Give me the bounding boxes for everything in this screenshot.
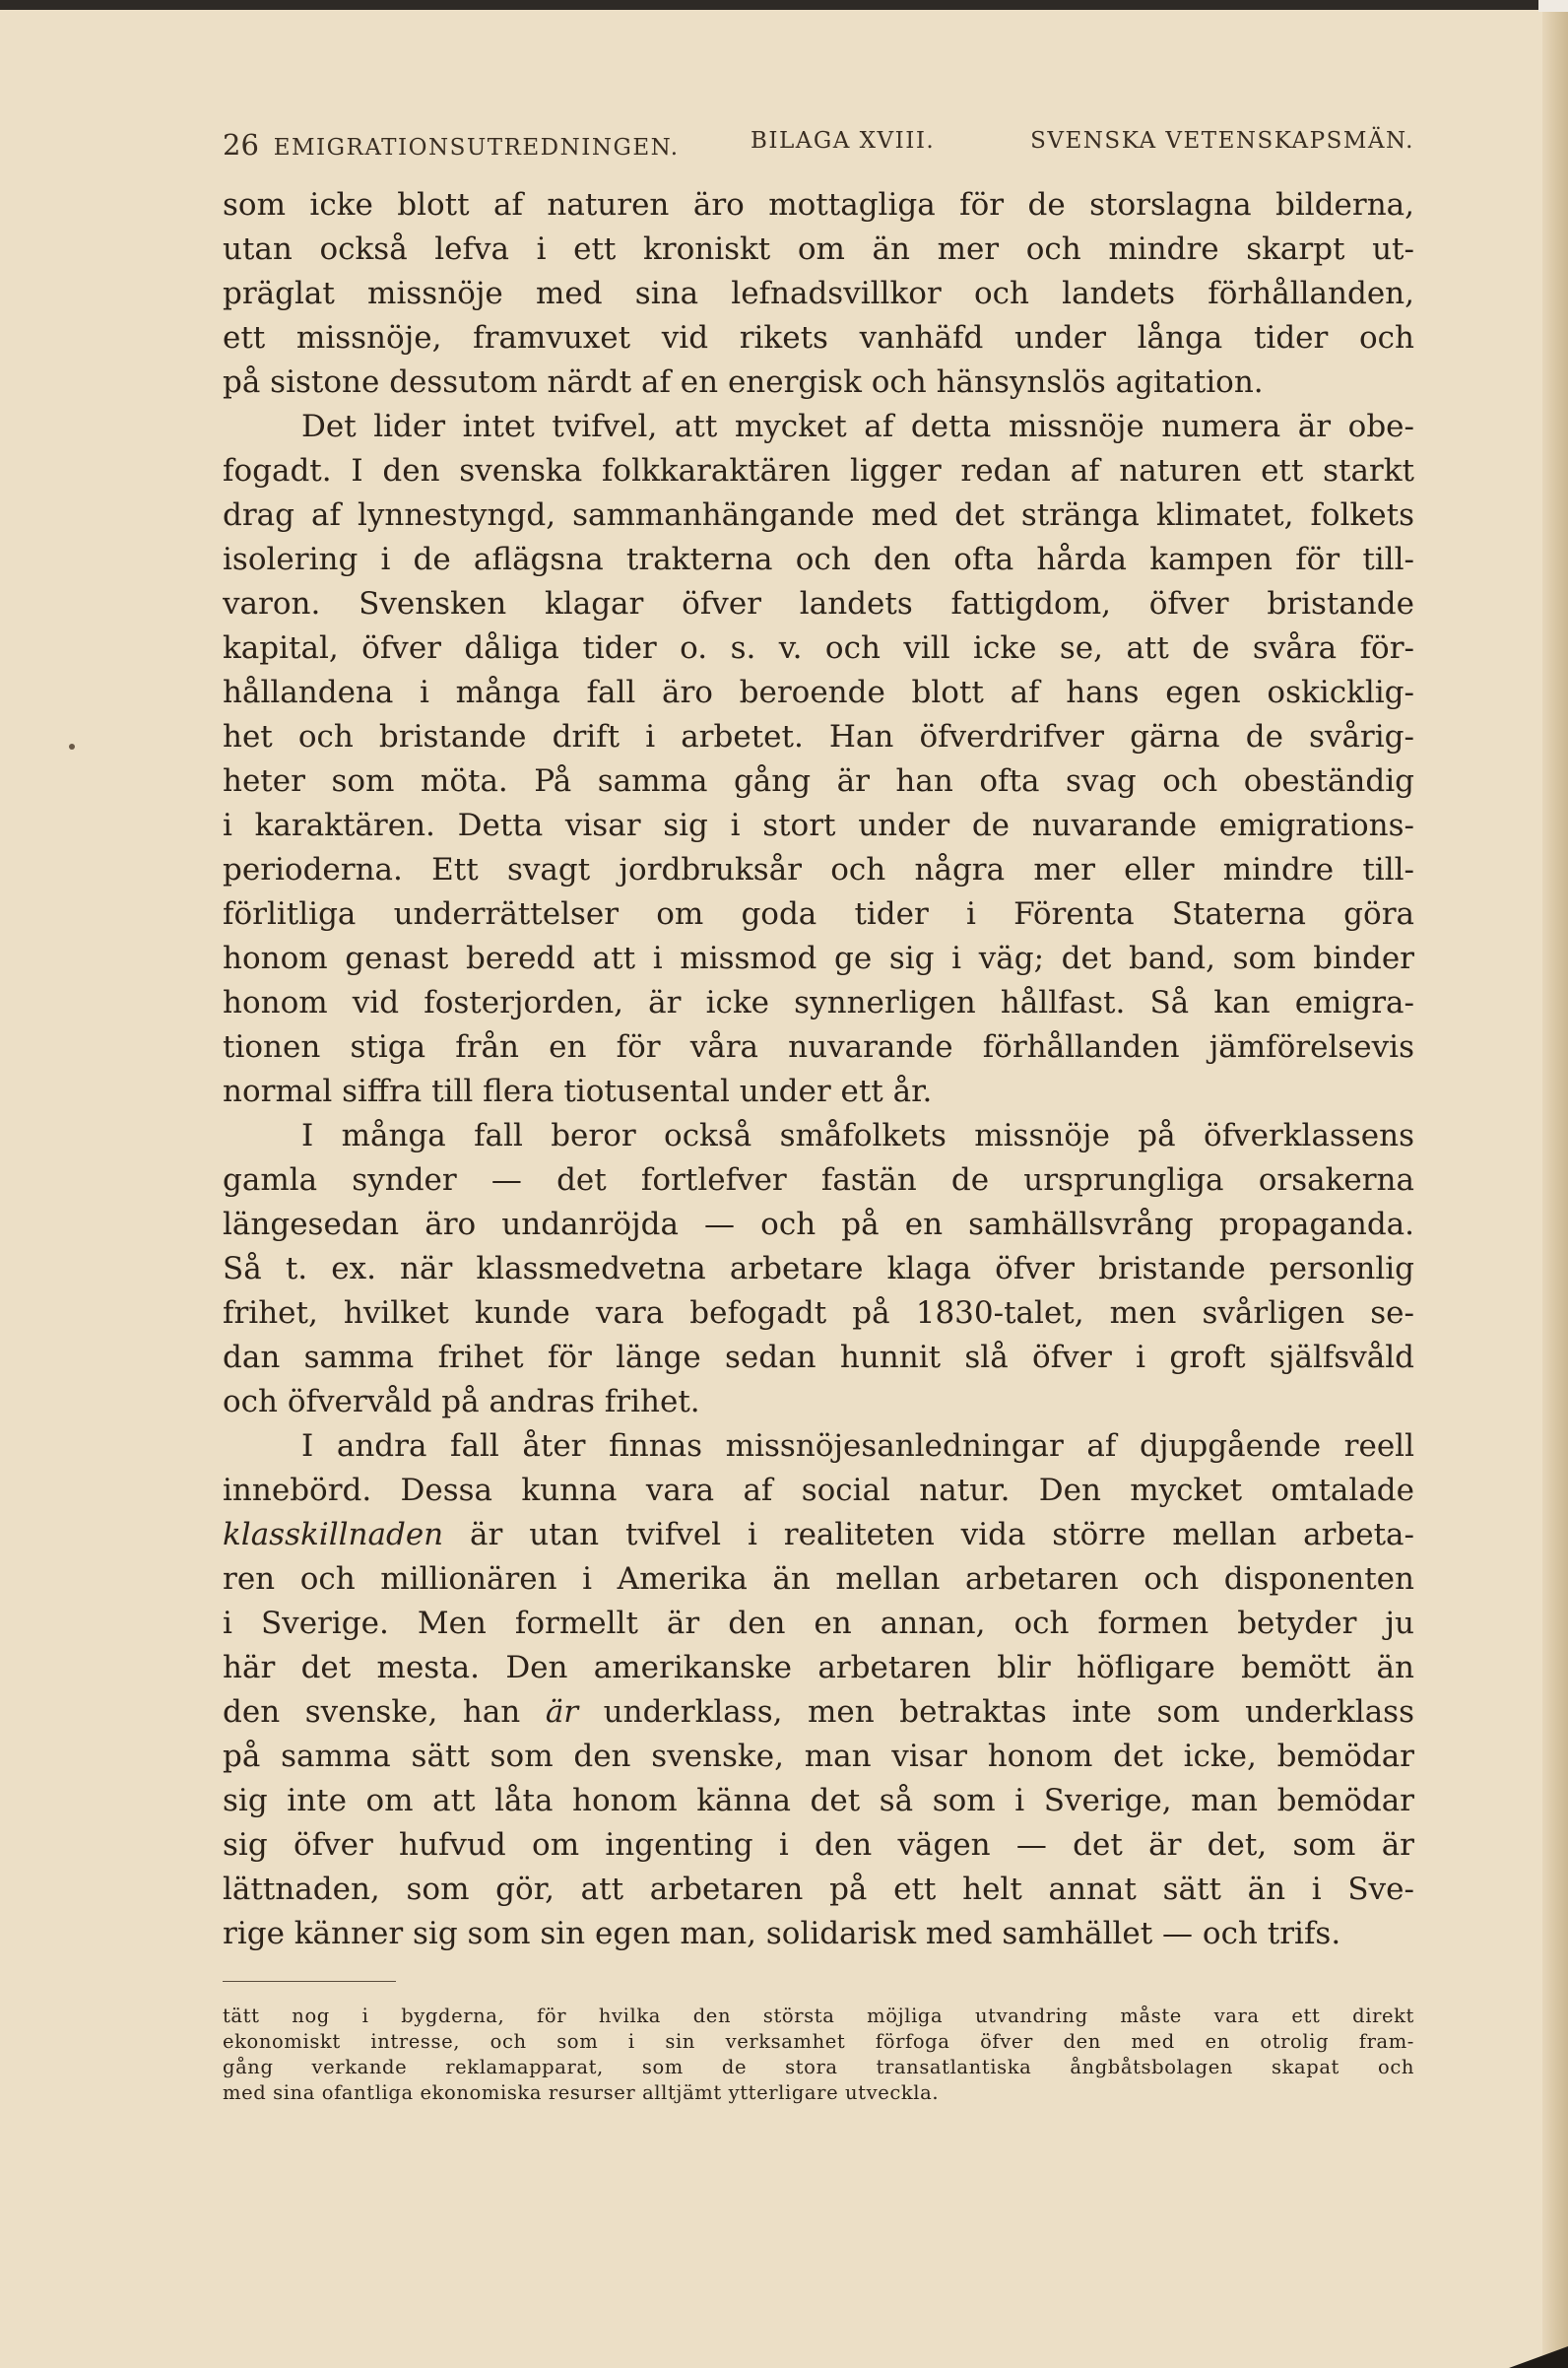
text-line: längesedan äro undanröjda — och på en samhällsvrång propaganda. bbox=[223, 1207, 1414, 1242]
text-line: rige känner sig som sin egen man, solidarisk med samhället — och trifs. bbox=[223, 1916, 1341, 1951]
text-line: dan samma frihet för länge sedan hunnit slå öfver i groft själfsvåld bbox=[223, 1340, 1414, 1375]
text-line: honom genast beredd att i missmod ge sig i väg; det band, som binder bbox=[223, 941, 1414, 976]
text-line: sig öfver hufvud om ingenting i den vägen — det är det, som är bbox=[223, 1827, 1414, 1863]
text-line: och öfvervåld på andras frihet. bbox=[223, 1384, 700, 1419]
text-line: honom vid fosterjorden, är icke synnerligen hållfast. Så kan emigra- bbox=[223, 985, 1414, 1020]
text-line: i Sverige. Men formellt är den en annan, och formen betyder ju bbox=[223, 1606, 1414, 1641]
text-line: tionen stiga från en för våra nuvarande förhållanden jämförelsevis bbox=[223, 1029, 1414, 1065]
text-line: drag af lynnestyngd, sammanhängande med det stränga klimatet, folkets bbox=[223, 497, 1414, 533]
footnote bbox=[223, 2004, 1414, 2106]
text-line: kapital, öfver dåliga tider o. s. v. och vill icke se, att de svåra för- bbox=[223, 630, 1414, 666]
text-line: fogadt. I den svenska folkkaraktären ligger redan af naturen ett starkt bbox=[223, 453, 1414, 489]
text-line: I andra fall åter finnas missnöjesanledningar af djupgående reell bbox=[301, 1428, 1414, 1464]
text-line: sig inte om att låta honom känna det så som i Sverige, man bemödar bbox=[223, 1783, 1414, 1818]
text-line: Så t. ex. när klassmedvetna arbetare klaga öfver bristande personlig bbox=[223, 1251, 1414, 1286]
text-run: underklass, men betraktas inte som underklass bbox=[578, 1694, 1414, 1730]
running-head bbox=[223, 128, 1414, 167]
emphasized-word: är bbox=[545, 1694, 579, 1730]
text-line: I många fall beror också småfolkets missnöje på öfverklassens bbox=[301, 1118, 1414, 1153]
book-spine-edge bbox=[1542, 0, 1568, 2368]
text-line: hållandena i många fall äro beroende blott af hans egen oskicklig- bbox=[223, 675, 1414, 710]
page-number: 26 bbox=[223, 128, 259, 162]
text-run: den svenske, han bbox=[223, 1694, 546, 1730]
text-line: som icke blott af naturen äro mottagliga för de storslagna bilderna, bbox=[223, 187, 1414, 223]
text-line: varon. Svensken klagar öfver landets fattigdom, öfver bristande bbox=[223, 586, 1414, 622]
text-line-emphasis bbox=[223, 1690, 1414, 1735]
text-line: perioderna. Ett svagt jordbruksår och några mer eller mindre till- bbox=[223, 852, 1414, 888]
text-run: är utan tvifvel i realiteten vida större mellan arbeta- bbox=[443, 1517, 1414, 1552]
text-line: förlitliga underrättelser om goda tider i Förenta Staterna göra bbox=[223, 896, 1414, 932]
margin-speck bbox=[69, 744, 75, 750]
text-line: heter som möta. På samma gång är han ofta svag och obeständig bbox=[223, 763, 1414, 799]
body-text bbox=[223, 183, 1414, 1956]
text-line: här det mesta. Den amerikanske arbetaren blir höfligare bemött än bbox=[223, 1650, 1414, 1685]
text-line: het och bristande drift i arbetet. Han öfverdrifver gärna de svårig- bbox=[223, 719, 1414, 755]
footnote-line: tätt nog i bygderna, för hvilka den största möjliga utvandring måste vara ett direkt bbox=[223, 2005, 1414, 2027]
text-line: lättnaden, som gör, att arbetaren på ett helt annat sätt än i Sve- bbox=[223, 1872, 1414, 1907]
text-line: präglat missnöje med sina lefnadsvillkor och landets förhållanden, bbox=[223, 276, 1414, 311]
footnote-rule bbox=[223, 1981, 396, 1982]
text-line: i karaktären. Detta visar sig i stort under de nuvarande emigrations- bbox=[223, 808, 1414, 843]
footnote-line: gång verkande reklamapparat, som de stora transatlantiska ångbåtsbolagen skapat och bbox=[223, 2056, 1414, 2078]
footnote-line: med sina ofantliga ekonomiska resurser alltjämt ytterligare utveckla. bbox=[223, 2081, 940, 2104]
text-line-emphasis bbox=[223, 1513, 1414, 1557]
text-line: normal siffra till flera tiotusental under ett år. bbox=[223, 1074, 933, 1109]
text-line: på samma sätt som den svenske, man visar honom det icke, bemödar bbox=[223, 1739, 1414, 1774]
running-head-right: SVENSKA VETENSKAPSMÄN. bbox=[1030, 128, 1414, 154]
text-line: gamla synder — det fortlefver fastän de ursprungliga orsakerna bbox=[223, 1162, 1414, 1198]
text-line: ren och millionären i Amerika än mellan arbetaren och disponenten bbox=[223, 1561, 1414, 1597]
text-line: Det lider intet tvifvel, att mycket af detta missnöje numera är obe- bbox=[301, 409, 1414, 444]
text-line: utan också lefva i ett kroniskt om än mer och mindre skarpt ut- bbox=[223, 231, 1414, 267]
running-head-left: EMIGRATIONSUTREDNINGEN. bbox=[273, 135, 680, 161]
text-line: innebörd. Dessa kunna vara af social natur. Den mycket omtalade bbox=[223, 1473, 1414, 1508]
emphasized-word: klasskillnaden bbox=[223, 1517, 444, 1552]
text-line: ett missnöje, framvuxet vid rikets vanhäfd under långa tider och bbox=[223, 320, 1414, 356]
footnote-line: ekonomiskt intresse, och som i sin verksamhet förfoga öfver den med en otrolig fram- bbox=[223, 2030, 1414, 2053]
page-top-edge bbox=[0, 0, 1568, 10]
page-corner-tab bbox=[1538, 0, 1568, 12]
text-line: isolering i de aflägsna trakterna och den ofta hårda kampen för till- bbox=[223, 542, 1414, 577]
text-line: frihet, hvilket kunde vara befogadt på 1830-talet, men svårligen se- bbox=[223, 1295, 1414, 1331]
running-head-center: BILAGA XVIII. bbox=[751, 128, 936, 154]
text-line: på sistone dessutom närdt af en energisk och hänsynslös agitation. bbox=[223, 364, 1264, 400]
